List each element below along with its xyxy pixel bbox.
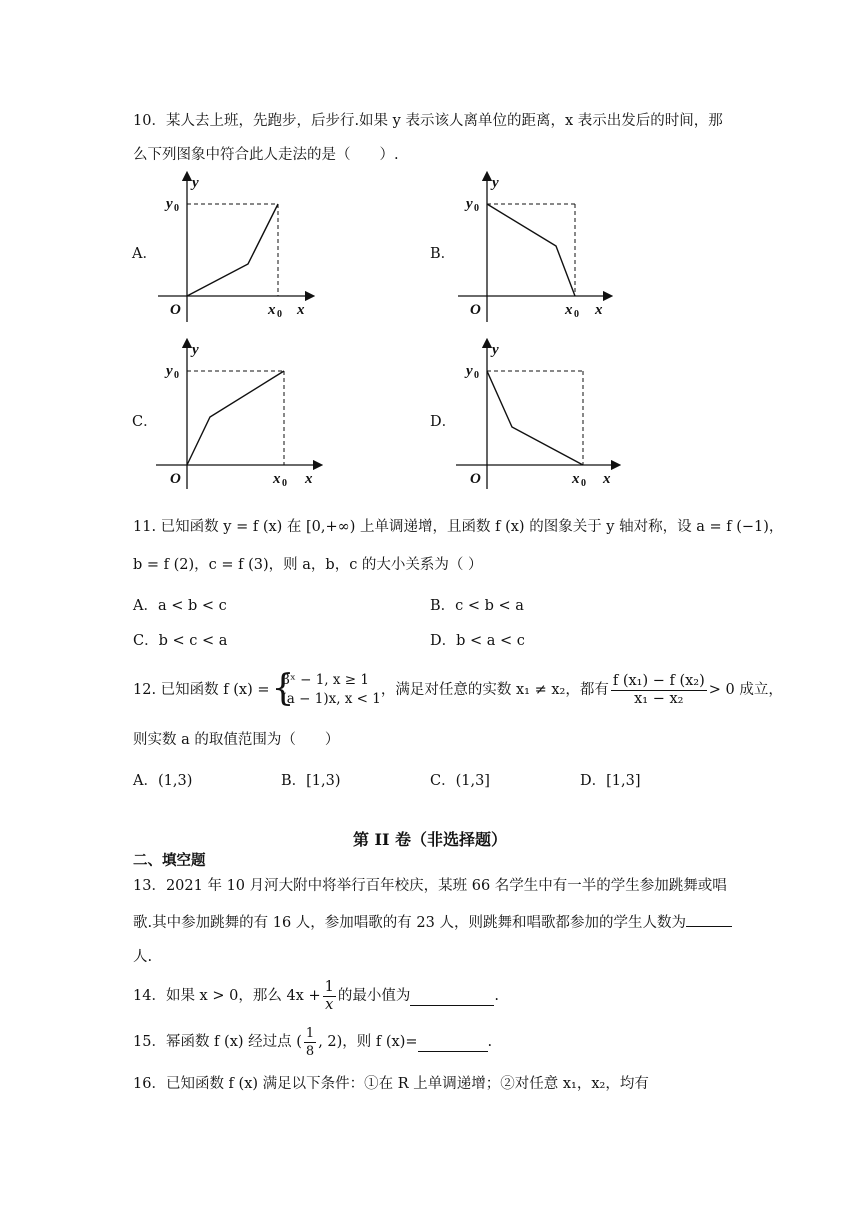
q11-option-a: A．a < b < c: [133, 598, 227, 614]
y0-label: y: [166, 363, 173, 379]
q15-mid: , 2)，则 f (x)=: [318, 1034, 418, 1050]
q11-line2: b = f (2)，c = f (3)，则 a，b，c 的大小关系为（ ）: [133, 557, 483, 573]
x0-label: x: [572, 471, 580, 487]
q10-line1: 10．某人去上班，先跑步，后步行.如果 y 表示该人离单位的距离，x 表示出发后的时间，那: [133, 113, 723, 129]
q12-brace: {: [271, 668, 295, 709]
q11-option-c: C．b < c < a: [133, 633, 228, 649]
q13-line2-text: 歌.其中参加跳舞的有 16 人，参加唱歌的有 23 人，则跳舞和唱歌都参加的学生人数为: [133, 915, 686, 931]
x-axis-label: x: [603, 471, 611, 487]
x0-label: x: [268, 302, 276, 318]
q15-answer-blank[interactable]: [418, 1037, 488, 1052]
svg-text:0: 0: [282, 478, 287, 489]
graph-line: [187, 204, 278, 296]
svg-text:0: 0: [574, 309, 579, 320]
section-title: 第 II 卷（非选择题）: [352, 830, 508, 849]
q13-answer-blank[interactable]: [686, 912, 732, 927]
svg-text:0: 0: [277, 309, 282, 320]
q11-option-d: D．b < a < c: [430, 633, 525, 649]
q12-line2: 则实数 a 的取值范围为（ ）: [133, 732, 340, 748]
section-subtitle: 二、填空题: [133, 852, 206, 869]
svg-text:0: 0: [174, 370, 179, 381]
q14-line: [133, 976, 499, 1016]
q14-prefix: 14．如果 x > 0，那么 4x +: [133, 988, 321, 1004]
y0-label: y: [466, 363, 473, 379]
q13-line1: 13．2021 年 10 月河大附中将举行百年校庆，某班 66 名学生中有一半的学生参加跳舞或唱: [133, 878, 727, 894]
q12-option-b: B．[1,3): [281, 773, 341, 789]
origin-label: O: [470, 471, 481, 487]
graph-line: [187, 371, 284, 465]
q14-fraction-den: x: [325, 996, 334, 1013]
svg-text:0: 0: [174, 203, 179, 214]
q15-fraction-num: 1: [305, 1025, 315, 1041]
svg-text:0: 0: [581, 478, 586, 489]
svg-text:0: 0: [474, 370, 479, 381]
q10-option-d-label: D．: [430, 414, 457, 430]
q10-line2: 么下列图象中符合此人走法的是（ ）.: [133, 147, 399, 163]
x0-label: x: [273, 471, 281, 487]
q12-line1: [133, 670, 783, 710]
q10-option-c-label: C．: [132, 414, 158, 430]
q15-line: [133, 1022, 492, 1062]
q12-fraction: [611, 673, 707, 708]
q15-fraction-den: 8: [305, 1043, 315, 1059]
y0-label: y: [466, 196, 473, 212]
q10-graph-b: [450, 170, 620, 329]
q12-option-a: A．(1,3): [133, 773, 193, 789]
x-axis-label: x: [305, 471, 313, 487]
q12-suffix: > 0 成立，: [708, 682, 783, 698]
q14-answer-blank[interactable]: [410, 991, 494, 1006]
q14-fraction: [323, 979, 336, 1014]
q12-piecewise: [271, 668, 381, 709]
q12-case2: (a − 1)x, x < 1: [281, 691, 381, 707]
y-axis-label: y: [192, 175, 199, 191]
graph-line: [487, 371, 583, 465]
q12-case1: 3ˣ − 1, x ≥ 1: [281, 672, 369, 688]
q11-line1: 11. 已知函数 y = f (x) 在 [0,+∞) 上单调递增，且函数 f (x) 的图象关于 y 轴对称，设 a = f (−1)，: [133, 519, 784, 535]
q15-fraction: [304, 1025, 316, 1060]
q14-fraction-num: 1: [324, 978, 334, 995]
x0-label: x: [565, 302, 573, 318]
q13-line3: 人.: [133, 949, 153, 965]
graph-line: [487, 204, 575, 296]
q14-end: .: [494, 988, 499, 1004]
q12-prefix: 12. 已知函数 f (x) =: [133, 682, 270, 698]
svg-text:0: 0: [474, 203, 479, 214]
q15-end: .: [487, 1034, 493, 1050]
x-axis-label: x: [595, 302, 603, 318]
origin-label: O: [470, 302, 481, 318]
q16-line1: 16．已知函数 f (x) 满足以下条件：①在 R 上单调递增；②对任意 x₁，x₂，均有: [133, 1076, 649, 1092]
q15-prefix: 15．幂函数 f (x) 经过点 (: [133, 1034, 302, 1050]
q11-option-b: B．c < b < a: [430, 598, 524, 614]
q10-graph-d: [450, 337, 625, 496]
y-axis-label: y: [492, 342, 499, 358]
q12-middle: ，满足对任意的实数 x₁ ≠ x₂，都有: [380, 682, 609, 698]
q12-option-c: C．(1,3]: [430, 773, 490, 789]
y0-label: y: [166, 196, 173, 212]
q10-graph-c: [150, 337, 325, 496]
q13-line2: [133, 912, 732, 933]
q12-option-d: D．[1,3]: [580, 773, 641, 789]
origin-label: O: [170, 302, 181, 318]
y-axis-label: y: [492, 175, 499, 191]
x-axis-label: x: [297, 302, 305, 318]
q12-fraction-den: x₁ − x₂: [634, 690, 684, 707]
q10-option-a-label: A．: [132, 246, 157, 262]
q10-option-b-label: B．: [430, 246, 456, 262]
q10-graph-a: [150, 170, 320, 329]
origin-label: O: [170, 471, 181, 487]
q14-suffix: 的最小值为: [337, 988, 411, 1004]
y-axis-label: y: [192, 342, 199, 358]
q12-fraction-num: f (x₁) − f (x₂): [612, 672, 705, 689]
